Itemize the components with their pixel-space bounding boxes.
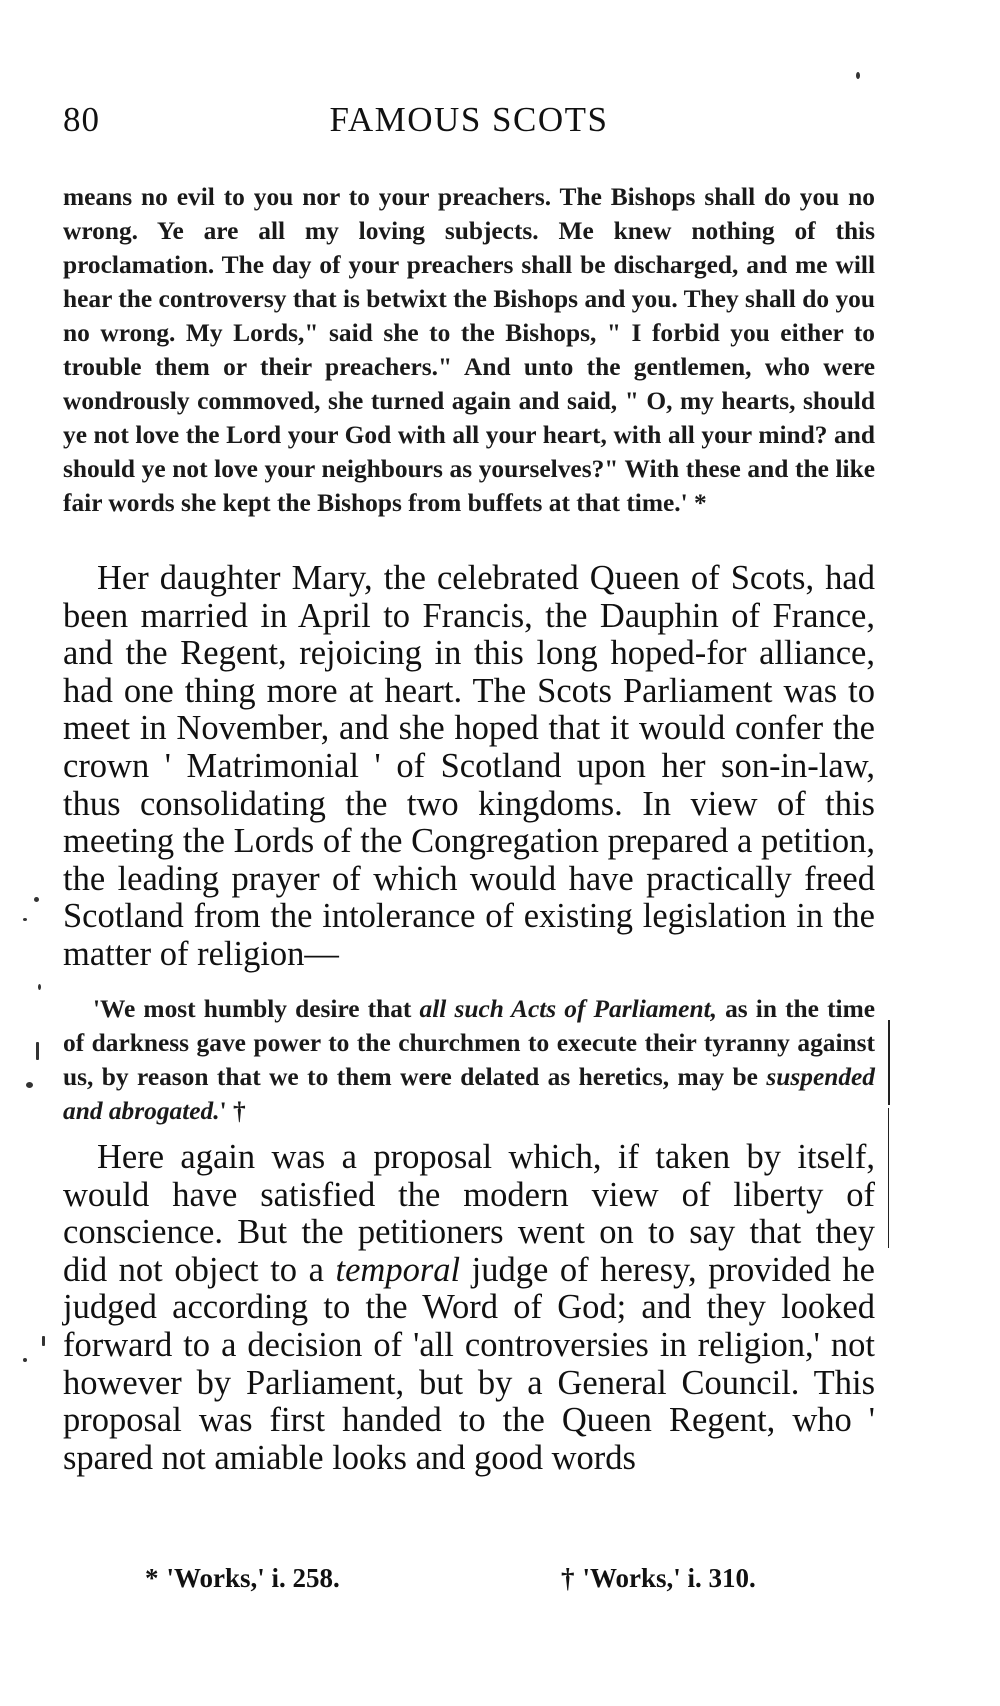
footnote-marker: * xyxy=(145,1563,159,1593)
body-paragraph-2-italic: temporal xyxy=(335,1250,461,1289)
page-header xyxy=(63,100,875,148)
footnote-1 xyxy=(145,1563,340,1594)
body-paragraph-1-text: Her daughter Mary, the celebrated Queen of Scots, had been married in April to Francis, the Dauphin of France, and the Regent, rejoicing in this long hoped-for alliance, had one thing more at heart. The Scots Parliament was to meet in November, and she hoped that it would confer the crown ' Matrimonial ' of Scotland upon her son-in-law, thus consolidating the two kingdoms. In view of this meeting the Lords of the Congregation prepared a petition, the leading prayer of which would have practically freed Scotland from the intolerance of existing legislation in the matter of religion— xyxy=(63,559,875,973)
scan-speck xyxy=(38,984,41,990)
margin-line xyxy=(888,1020,890,1105)
petition-quote-part: as in the time of darkness gave power to the churchmen to execute their tyranny against us, by reason that we to them were delated as heretics, may be xyxy=(63,995,875,1091)
scan-speck xyxy=(36,1042,39,1060)
margin-line xyxy=(888,1108,889,1248)
footnote-text: 'Works,' i. 310. xyxy=(582,1563,756,1593)
petition-quote-part: 'We most humbly desire that xyxy=(93,995,420,1023)
petition-quote xyxy=(63,992,875,1128)
scan-speck xyxy=(34,897,39,902)
body-paragraph-2-part: judge of heresy, provided he judged according to the Word of God; and they looked forward to a decision of 'all controversies in religion,' not however by Parliament, but by a General Council. This proposal was first handed to the Queen Regent, who ' spared not amiable looks and good words xyxy=(63,1250,875,1477)
body-paragraph-2 xyxy=(63,1139,875,1477)
quoted-passage xyxy=(63,180,875,520)
running-title: FAMOUS SCOTS xyxy=(329,100,609,139)
petition-quote-italic: suspended and abrogated. xyxy=(63,1063,875,1125)
scan-speck xyxy=(42,1336,45,1346)
petition-quote-text xyxy=(63,992,875,1128)
petition-quote-part: ' † xyxy=(219,1097,246,1125)
footnote-marker: † xyxy=(561,1563,575,1593)
scan-speck xyxy=(856,72,860,79)
quoted-passage-text: means no evil to you nor to your preachers. The Bishops shall do you no wrong. Ye are all my loving subjects. Me knew nothing of this proclamation. The day of your preachers shall be discharged, and me will hear the controversy that is betwixt the Bishops and you. They shall do you no wrong. My Lords," said she to the Bishops, " I forbid you either to trouble them or their preachers." And unto the gentlemen, who were wondrously commoved, she turned again and said, " O, my hearts, should ye not love the Lord your God with all your heart, with all your mind? and should ye not love your neighbours as yourselves?" With these and the like fair words she kept the Bishops from buffets at that time.' * xyxy=(63,183,875,517)
footnote-text: 'Works,' i. 258. xyxy=(166,1563,340,1593)
body-paragraph-1 xyxy=(63,560,875,974)
body-paragraph-2-text xyxy=(63,1139,875,1477)
scan-speck xyxy=(23,1358,27,1362)
petition-quote-italic: all such Acts of Parliament, xyxy=(419,995,717,1023)
scan-speck xyxy=(26,1082,33,1088)
page-number: 80 xyxy=(63,100,100,139)
scan-speck xyxy=(23,918,27,921)
footnotes xyxy=(63,1563,875,1603)
footnote-2 xyxy=(561,1563,756,1594)
body-paragraph-2-part: Here again was a proposal which, if taken by itself, would have satisfied the modern view of liberty of conscience. But the petitioners went on to say that they did not object to a xyxy=(63,1138,875,1289)
